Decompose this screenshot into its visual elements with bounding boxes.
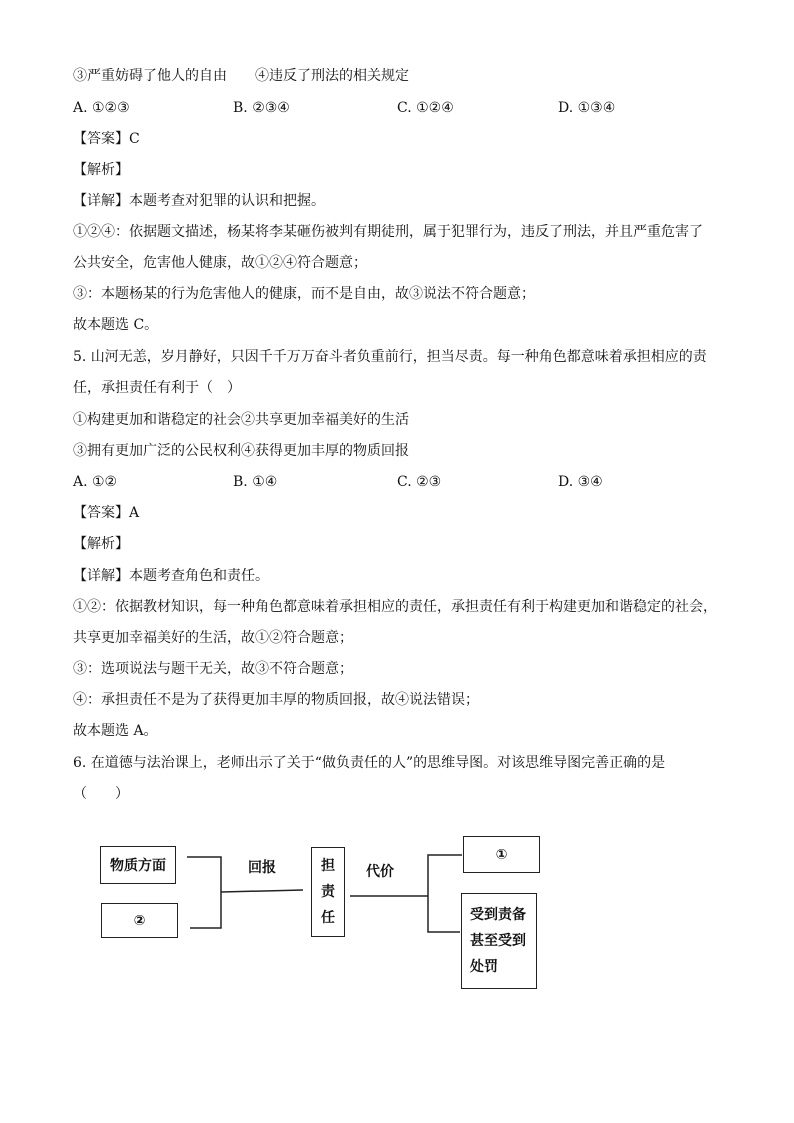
mindmap-center-char-2: 责 xyxy=(321,884,335,900)
q5-option-a: A. ①② xyxy=(73,474,118,490)
mindmap-box-blank-2-text: ② xyxy=(133,912,146,929)
q5-explanation-1b: 共享更加幸福美好的生活，故①②符合题意； xyxy=(73,630,353,646)
q5-detail: 【详解】本题考查角色和责任。 xyxy=(73,568,269,584)
q5-explanation-2: ③：选项说法与题干无关，故③不符合题意； xyxy=(73,661,353,677)
q4-explanation-2: ③：本题杨某的行为危害他人的健康，而不是自由，故③说法不符合题意； xyxy=(73,286,535,302)
mindmap-center-char-3: 任 xyxy=(321,910,335,926)
mindmap-punish-line-3: 处罚 xyxy=(470,959,498,975)
q4-option-c: C. ①②④ xyxy=(397,100,454,116)
q5-stem-b: 任，承担责任有利于（ ） xyxy=(73,380,241,396)
q4-explanation-1a: ①②④：依据题文描述，杨某将李某砸伤被判有期徒刑，属于犯罪行为，违反了刑法，并且严重危害了 xyxy=(73,224,703,240)
q4-statement-line: ③严重妨碍了他人的自由 ④违反了刑法的相关规定 xyxy=(73,68,409,84)
q4-explanation-1b: 公共安全，危害他人健康，故①②④符合题意； xyxy=(73,255,367,271)
mindmap-box-center xyxy=(311,847,345,937)
q4-option-d: D. ①③④ xyxy=(558,100,616,116)
q5-statements-2: ③拥有更加广泛的公民权利④获得更加丰厚的物质回报 xyxy=(73,443,409,459)
q6-stem-a: 6. 在道德与法治课上，老师出示了关于“做负责任的人”的思维导图。对该思维导图完善正确的是 xyxy=(73,755,666,771)
q4-option-a: A. ①②③ xyxy=(73,100,130,116)
mindmap-label-return: 回报 xyxy=(248,860,276,876)
mindmap-box-punish xyxy=(461,893,537,989)
q6-stem-b: （ ） xyxy=(73,786,129,802)
q5-statements-1: ①构建更加和谐稳定的社会②共享更加幸福美好的生活 xyxy=(73,412,409,428)
q4-detail: 【详解】本题考查对犯罪的认识和把握。 xyxy=(73,193,325,209)
q5-option-c: C. ②③ xyxy=(397,474,442,490)
mindmap-box-blank-2 xyxy=(101,903,178,938)
mindmap-punish-line-1: 受到责备 xyxy=(470,907,526,923)
q4-analysis-heading: 【解析】 xyxy=(73,162,129,178)
q4-answer: 【答案】C xyxy=(73,131,140,147)
q5-analysis-heading: 【解析】 xyxy=(73,536,129,552)
mindmap-box-blank-1 xyxy=(463,836,540,873)
mindmap-box-material xyxy=(100,846,176,884)
mindmap-label-cost: 代价 xyxy=(366,864,394,880)
q5-option-b: B. ①④ xyxy=(233,474,278,490)
mindmap-punish-line-2: 甚至受到 xyxy=(470,933,526,949)
q4-option-b: B. ②③④ xyxy=(233,100,290,116)
q5-conclusion: 故本题选 A。 xyxy=(73,723,158,739)
q5-explanation-3: ④：承担责任不是为了获得更加丰厚的物质回报，故④说法错误； xyxy=(73,692,479,708)
q5-answer: 【答案】A xyxy=(73,505,140,521)
mindmap-center-char-1: 担 xyxy=(321,858,335,874)
mindmap-box-blank-1-text: ① xyxy=(495,846,508,863)
q4-conclusion: 故本题选 C。 xyxy=(73,317,159,333)
q5-option-d: D. ③④ xyxy=(558,474,603,490)
q5-stem-a: 5. 山河无恙，岁月静好，只因千千万万奋斗者负重前行，担当尽责。每一种角色都意味着承担相应的责 xyxy=(73,349,707,365)
q5-explanation-1a: ①②：依据教材知识，每一种角色都意味着承担相应的责任，承担责任有利于构建更加和谐稳定的社会， xyxy=(73,599,717,615)
mindmap-box-material-text: 物质方面 xyxy=(110,858,166,874)
